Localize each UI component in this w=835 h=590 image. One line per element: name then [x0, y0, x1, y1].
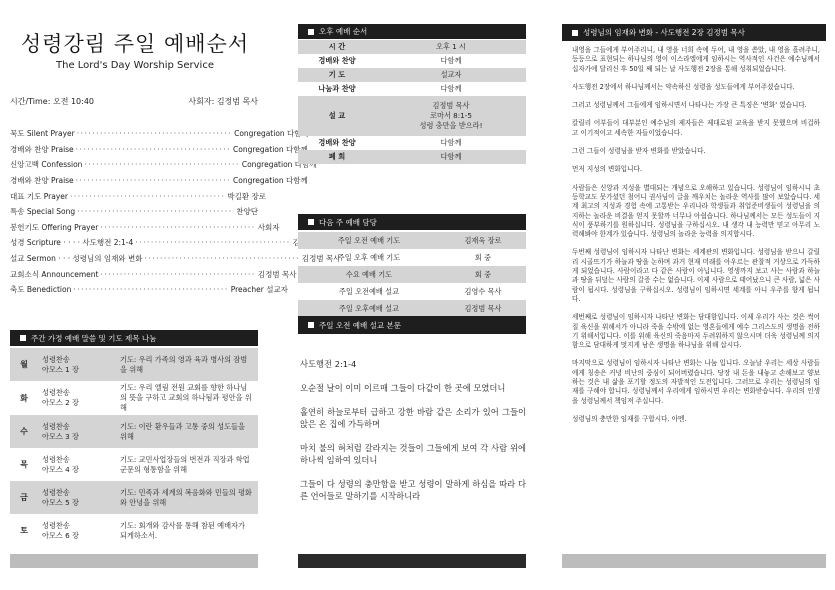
order-item	[10, 204, 258, 220]
service-item: 경배와 찬양	[318, 56, 356, 65]
square-bullet-icon	[308, 322, 314, 328]
leader-dots: ········································	[100, 222, 256, 232]
prayer-day: 월	[20, 360, 28, 369]
order-item	[10, 142, 308, 158]
column3-text	[572, 46, 820, 433]
order-item	[10, 251, 341, 267]
bulletin-title: 성령강림 주일 예배순서	[20, 32, 250, 56]
leader-dots: ········································	[73, 285, 229, 295]
prayer-header: 주간 가정 예배 말씀 및 기도 제목 나눔	[31, 333, 157, 343]
service-value: 다함께	[440, 138, 462, 147]
next-header-bar	[298, 214, 526, 230]
square-bullet-icon	[20, 335, 26, 341]
service-header-bar	[298, 24, 526, 39]
next-header: 다음 주 예배 담당	[319, 217, 377, 227]
prayer-ref: 성령찬송 아모스 5 장	[42, 487, 79, 507]
leader-dots: ········································	[77, 207, 233, 217]
message-paragraph: 사람들은 신앙과 지성을 별대되는 개념으로 오해하고 있습니다. 성령님이 임하시니 초등학교도 못가셨던 첨어니 권사님이 글을 깨우치는 놀라운 역사를 많이 보았습니다. 세계 최고의 지성과 경험 속에 고통받는 우리나라 학생들과 취업준비생들이 성령님을 의지하는 놀라운 비결을 얻지 못할까 너무나 아쉽습니다. 하나님께서는 모든 성도들이 지식이 풍부하기를 원하십니다. 성령님을 구하십시오. 내 생각 내 능력만 믿고 아무리 노력해봐야 한계가 있습니다. 성령님의 놀라운 능력을 의지합시다.	[572, 183, 820, 239]
message-paragraph: 두번째 성령님이 임하시자 나타난 변화는 세계관의 변화입니다. 성령님을 받으니 갈릴리 시골뜨기가 하늘과 땅을 논하며 과거 현재 미래를 아우르는 관찰적 거상으로 가득하게 되었습니다. 사람이라고 다 같은 사람이 아닙니다. 영생까지 보고 사는 사람과 하늘과 땅을 뒤덮는 사람의 갈증 수는 없습니다. 이제 사람으로 태어났으니 큰 사람, 넓은 사람이 됩시다. 성령님을 구하십시오. 성령님이 임하시면 세계를 아니 우주를 향게 됩니다.	[572, 248, 821, 303]
service-value: 다함께	[440, 84, 462, 93]
message-paragraph: 먼저 지성의 변화입니다.	[572, 165, 642, 174]
service-value: 설교자	[440, 70, 462, 79]
column3-header-bar	[562, 24, 826, 41]
service-row	[298, 136, 526, 150]
prayer-row	[10, 448, 258, 481]
sermon-verse: 그들이 다 성령의 충만함을 받고 성령이 말하게 하심을 따라 다른 언어들로 말하기를 시작하니라	[300, 479, 526, 501]
service-value: 다함께	[440, 56, 462, 65]
service-row	[298, 54, 526, 68]
square-bullet-icon	[572, 30, 578, 36]
duty-role: 수요 예배 기도	[345, 269, 393, 279]
order-item-name: 경배와 찬양 Praise	[10, 176, 74, 186]
prayer-ref: 성령찬송 아모스 2 장	[42, 388, 79, 407]
square-bullet-icon	[308, 219, 314, 225]
message-paragraph: 칼릴리 어부들이 대부분인 예수님의 제자들은 제대로된 교육을 받지 못했으며 비겁하고 이기적이고 세속한 자들이었습니다.	[572, 119, 820, 137]
afternoon-service-table	[298, 40, 526, 164]
order-item-name: 봉헌기도 Offering Prayer	[10, 222, 99, 232]
prayer-text: 기도: 회개와 감사를 통해 참된 예배자가 되게하소서.	[120, 520, 245, 540]
order-item	[10, 220, 280, 236]
duty-person: 회 중	[474, 269, 492, 279]
column3-header: 성령님의 임재와 변화 - 사도행전 2장 김정범 목사	[583, 28, 745, 37]
duty-row	[298, 266, 526, 283]
order-item-name: 교회소식 Announcement	[10, 269, 99, 279]
service-row	[298, 40, 526, 54]
square-bullet-icon	[308, 29, 314, 35]
sermon-verse: 사도행전 2:1-4	[300, 359, 357, 369]
order-item-name: 설교 Sermon · · · 성령님의 임재와 변화	[10, 254, 143, 264]
prayer-row	[10, 481, 258, 514]
prayer-day: 목	[20, 460, 28, 469]
message-paragraph: 내영을 그들에게 부어주리니, 내 영을 너희 속에 두어, 내 영을 쏟았, 내 영을 흘려주니, 등등으로 표현되는 하나님의 영이 이스라엘에게 임하시는 역사적인 사건은 예수님께서 십자가에 달리신 후 50일 째 되는 날 사도행전 2장을 통해 성취되었습니다.	[572, 46, 820, 73]
footer-bar-right	[562, 554, 826, 568]
next-week-table	[298, 232, 526, 317]
order-item-leader: 김정범 목사	[292, 238, 332, 248]
order-item-name: 축도 Benediction	[10, 285, 72, 295]
order-item-name: 신앙고백 Confession	[10, 160, 83, 170]
service-item: 경배와 찬양	[318, 138, 356, 147]
duty-role: 주일 오후 예배 기도	[337, 252, 401, 262]
duty-person: 김영수 목사	[464, 286, 502, 296]
order-item-leader: Congregation 다함께	[233, 144, 308, 154]
service-item: 폐 회	[328, 152, 346, 161]
message-paragraph: 그러고 성령님께서 그들에게 임하시면서 나타나는 가장 큰 특징은 '변화' 였습니다.	[572, 101, 807, 110]
prayer-text: 기도: 이란 환우들과 고통 중의 성도들을 위해	[120, 421, 245, 441]
prayer-row	[10, 348, 258, 381]
order-item	[10, 266, 297, 282]
order-item	[10, 282, 288, 298]
prayer-text: 기도: 우리 엘림 전원 교회를 향한 하나님의 뜻을 구하고 교회의 하나됨과 평안을 위해	[120, 383, 252, 412]
sermon-header: 주일 오전 예배 설교 본문	[319, 320, 401, 330]
bulletin-subtitle: The Lord's Day Worship Service	[56, 60, 214, 71]
message-paragraph: 세번째로 성령님이 임하시자 나타난 변화는 담대함입니다. 이제 우리가 사는 것은 썩어질 육신을 위해서가 아니라 죽을 수밖에 없는 영혼들에게 예수 그리스도의 생명을 전하기 위해서입니다. 이를 위해 육신의 죽음마저 두려워하지 않으시며 더욱 성령님께 의지함으로 담대하게 멋지게 남은 생명을 하나님을 위해 삽시다.	[572, 313, 820, 350]
order-item-leader: 김정범 목사	[301, 254, 341, 264]
prayer-row	[10, 514, 258, 547]
leader-dots: ········································	[84, 160, 240, 170]
service-item: 나눔과 찬양	[318, 84, 356, 93]
prayer-ref: 성령찬송 아모스 6 장	[42, 520, 79, 540]
order-item	[10, 235, 332, 251]
service-value: 김정범 목사 로마서 8:1-5 성령 충만을 받으라!	[419, 101, 483, 130]
order-item-name: 묵도 Silent Prayer	[10, 129, 75, 139]
order-item-leader: Congregation 다함께	[241, 160, 317, 170]
duty-row	[298, 300, 526, 317]
duty-person: 김재욱 장로	[464, 235, 502, 245]
order-item-leader: Congregation 다함께	[234, 129, 309, 139]
prayer-day: 수	[20, 427, 28, 436]
prayer-day: 금	[20, 493, 28, 502]
duty-role: 주일 오전 예배 기도	[337, 235, 401, 245]
leader-dots: ········································	[100, 269, 256, 279]
service-value: 다함께	[440, 152, 462, 161]
leader-dots: ········································	[75, 176, 232, 186]
leader-dots: ········································	[75, 144, 232, 154]
order-item-name: 특송 Special Song	[10, 207, 76, 217]
duty-role: 주일 오후예배 설교	[338, 303, 400, 313]
sermon-verse: 오순절 날이 이미 이르매 그들이 다같이 한 곳에 모였더니	[300, 383, 506, 393]
duty-role: 주일 오전예배 설교	[338, 286, 400, 296]
sermon-text	[300, 358, 526, 514]
order-item-name: 경배와 찬양 Praise	[10, 144, 74, 154]
duty-person: 회 중	[474, 252, 492, 262]
footer-bar-left	[10, 554, 258, 568]
order-item-name: 대표 기도 Prayer	[10, 191, 68, 201]
leader-dots: ········································	[69, 191, 226, 201]
prayer-table	[10, 348, 258, 547]
leader-dots: ········································	[135, 238, 291, 248]
order-item	[10, 157, 317, 173]
service-row	[298, 82, 526, 96]
service-row	[298, 68, 526, 82]
order-item-leader: Preacher 설교자	[230, 285, 288, 295]
duty-row	[298, 249, 526, 266]
sermon-header-bar	[298, 316, 526, 334]
order-item-leader: 찬양단	[236, 207, 258, 217]
prayer-text: 기도: 우리 가족의 영과 육과 병사의 잠범을 위해	[120, 354, 248, 374]
order-item-leader: 김정범 목사	[257, 269, 297, 279]
leader-dots: ········································	[144, 254, 300, 264]
sermon-verse: 마치 불의 혀처럼 갈라지는 것들이 그들에게 보여 각 사람 위에 하나씩 임하여 있더니	[300, 443, 526, 465]
service-info	[10, 96, 258, 107]
prayer-ref: 성령찬송 아모스 1 장	[42, 354, 79, 374]
service-leader: 사회자: 김정범 목사	[188, 97, 258, 106]
service-value: 오후 1 시	[436, 42, 466, 51]
message-paragraph: 성령님의 충만한 임재를 구합시다. 아멘.	[572, 414, 687, 423]
prayer-ref: 성령찬송 아모스 4 장	[42, 454, 79, 474]
prayer-text: 기도: 민족과 세계의 복음화와 민들의 평화와 안녕을 위해	[120, 487, 252, 507]
order-item-name: 성경 Scripture · · · · 사도행전 2:1-4	[10, 238, 134, 248]
service-row	[298, 96, 526, 136]
duty-person: 김정범 목사	[464, 303, 502, 313]
prayer-text: 기도: 교민사업장들의 번전과 직장과 학업 군문의 형통함을 위해	[120, 454, 250, 474]
prayer-ref: 성령찬송 아모스 3 장	[42, 421, 79, 441]
duty-row	[298, 283, 526, 300]
prayer-day: 화	[20, 393, 28, 403]
order-item	[10, 188, 266, 204]
order-item-leader: Congregation 다함께	[233, 176, 308, 186]
order-item-leader: 사회자	[257, 222, 280, 232]
message-paragraph: 마지막으로 성령님이 임하시자 나타난 변화는 나눔 입니다. 오늘날 우리는 세상 사람들에게 칭송은 커녕 비난의 중심이 되어버렸습니다. 당장 내 돈을 내놓고 손해보고 양보하는 것은 내 삶을 포기할 정도의 자발적인 도전입니다. 그러므로 우리는 성령님의 임재를 구해야 합니다. 성령님께서 우리에게 임하시면 우리는 변화받습니다. 우리의 인생을 성령님께서 책임져 주십니다.	[572, 359, 820, 405]
duty-row	[298, 232, 526, 249]
leader-dots: ········································	[76, 129, 233, 139]
message-paragraph: 그런 그들이 성령님을 받자 변화를 받았습니다.	[572, 147, 706, 156]
prayer-row	[10, 415, 258, 448]
order-item	[10, 126, 309, 142]
service-item: 기 도	[328, 70, 346, 79]
sermon-verse: 홀연히 하늘로부터 급하고 강한 바람 같은 소리가 있어 그들이 앉은 온 집에 가득하며	[300, 407, 526, 429]
footer-bar-middle	[298, 554, 526, 568]
order-item-leader: 박길환 장로	[227, 191, 266, 201]
prayer-row	[10, 381, 258, 415]
prayer-header-bar	[10, 330, 258, 346]
service-header: 오후 예배 순서	[319, 27, 368, 36]
prayer-day: 토	[20, 526, 28, 535]
message-paragraph: 사도행전 2장에서 하나님께서는 약속하신 성령을 성도들에게 부어주셨습니다.	[572, 82, 795, 91]
service-item: 시 간	[328, 42, 346, 51]
service-row	[298, 150, 526, 164]
order-item	[10, 173, 308, 189]
service-time: 시간/Time: 오전 10:40	[10, 97, 95, 106]
service-item: 설 교	[328, 111, 346, 120]
